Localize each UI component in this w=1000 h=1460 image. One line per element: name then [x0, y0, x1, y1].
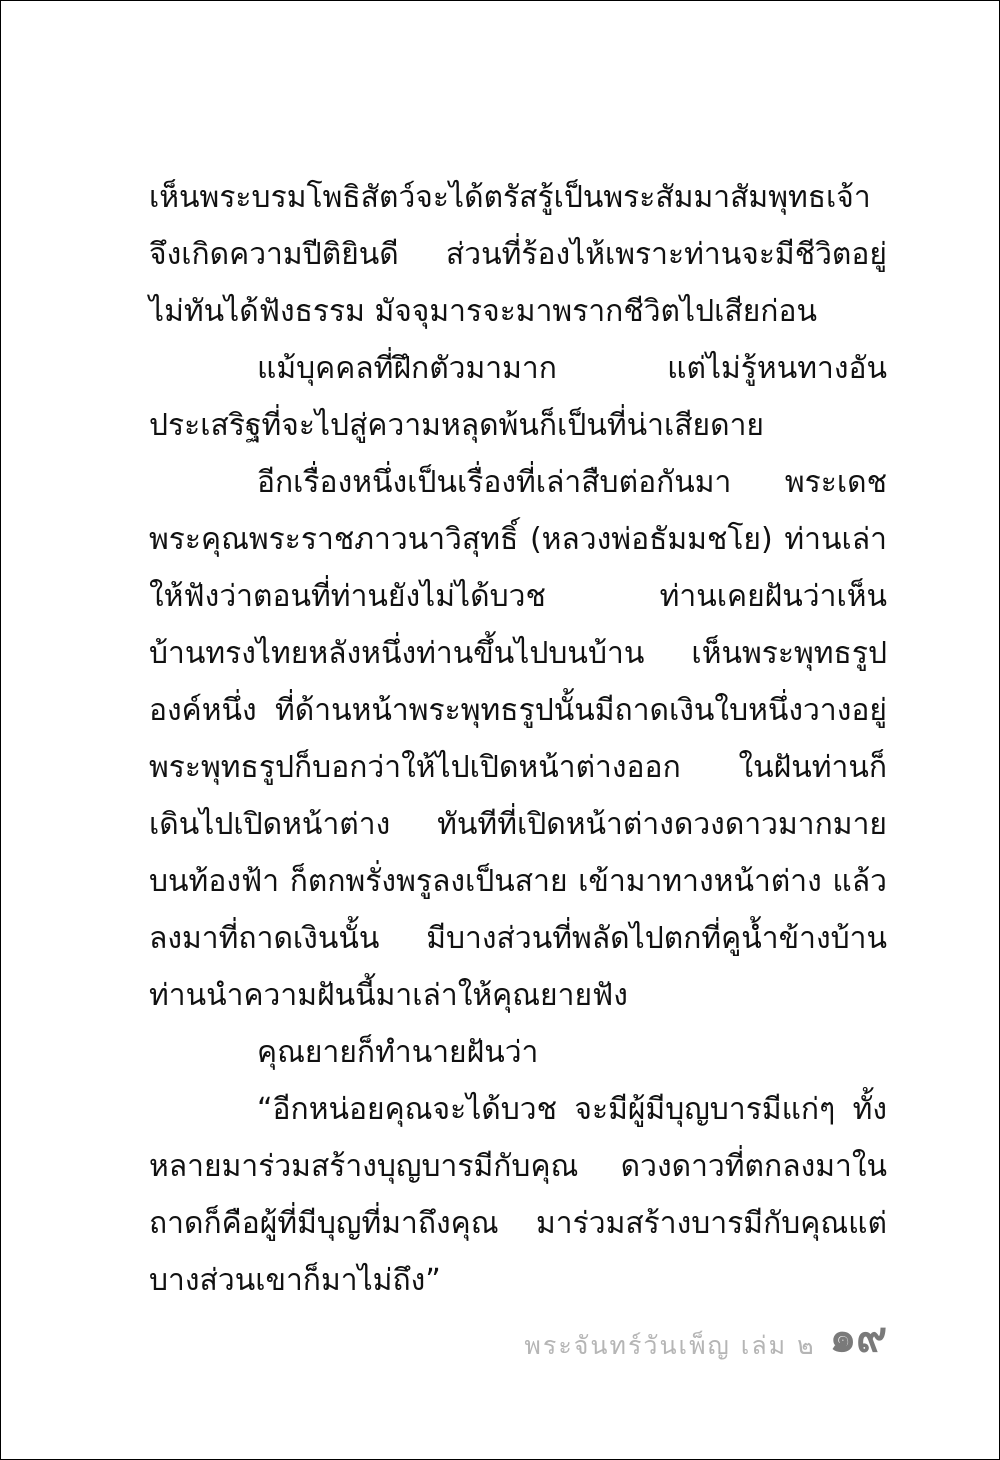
- footer-book-title: พระจันทร์วันเพ็ญ เล่ม ๒: [524, 1331, 816, 1360]
- paragraph-5: “อีกหน่อยคุณจะได้บวช จะมีผู้มีบุญบารมีแก่ๆ ทั้งหลายมาร่วมสร้างบุญบารมีกับคุณ ดวงดาวที่ตกลงมาในถาดก็คือผู้ที่มีบุญที่มาถึงคุณ มาร่วมสร้างบารมีกับคุณแต่บางส่วนเขาก็มาไม่ถึง”: [149, 1092, 887, 1298]
- paragraph-1: เห็นพระบรมโพธิสัตว์จะได้ตรัสรู้เป็นพระสัมมาสัมพุทธเจ้าจึงเกิดความปีติยินดี ส่วนที่ร้องไห้เพราะท่านจะมีชีวิตอยู่ไม่ทันได้ฟังธรรม มัจจุมารจะมาพรากชีวิตไปเสียก่อน: [149, 180, 887, 329]
- paragraph-4: คุณยายก็ทำนายฝันว่า: [257, 1035, 539, 1070]
- paragraph-3: อีกเรื่องหนึ่งเป็นเรื่องที่เล่าสืบต่อกันมา พระเดชพระคุณพระราชภาวนาวิสุทธิ์ (หลวงพ่อธัมมชโย) ท่านเล่าให้ฟังว่าตอนที่ท่านยังไม่ได้บวช ท่านเคยฝันว่าเห็นบ้านทรงไทยหลังหนึ่งท่านขึ้นไปบนบ้าน เห็นพระพุทธรูปองค์หนึ่ง ที่ด้านหน้าพระพุทธรูปนั้นมีถาดเงินใบหนึ่งวางอยู่ พระพุทธรูปก็บอกว่าให้ไปเปิดหน้าต่างออก ในฝันท่านก็เดินไปเปิดหน้าต่าง ทันทีที่เปิดหน้าต่างดวงดาวมากมายบนท้องฟ้า ก็ตกพรั่งพรูลงเป็นสาย เข้ามาทางหน้าต่าง แล้วลงมาที่ถาดเงินนั้น มีบางส่วนที่พลัดไปตกที่คูน้ำข้างบ้าน ท่านนำความฝันนี้มาเล่าให้คุณยายฟัง: [149, 465, 887, 1013]
- page-number: ๑๙: [829, 1312, 887, 1361]
- paragraph-2: แม้บุคคลที่ฝึกตัวมามาก แต่ไม่รู้หนทางอันประเสริฐที่จะไปสู่ความหลุดพ้นก็เป็นที่น่าเสียดาย: [149, 351, 887, 443]
- body-text: [149, 169, 887, 1309]
- page-footer: [524, 1301, 887, 1361]
